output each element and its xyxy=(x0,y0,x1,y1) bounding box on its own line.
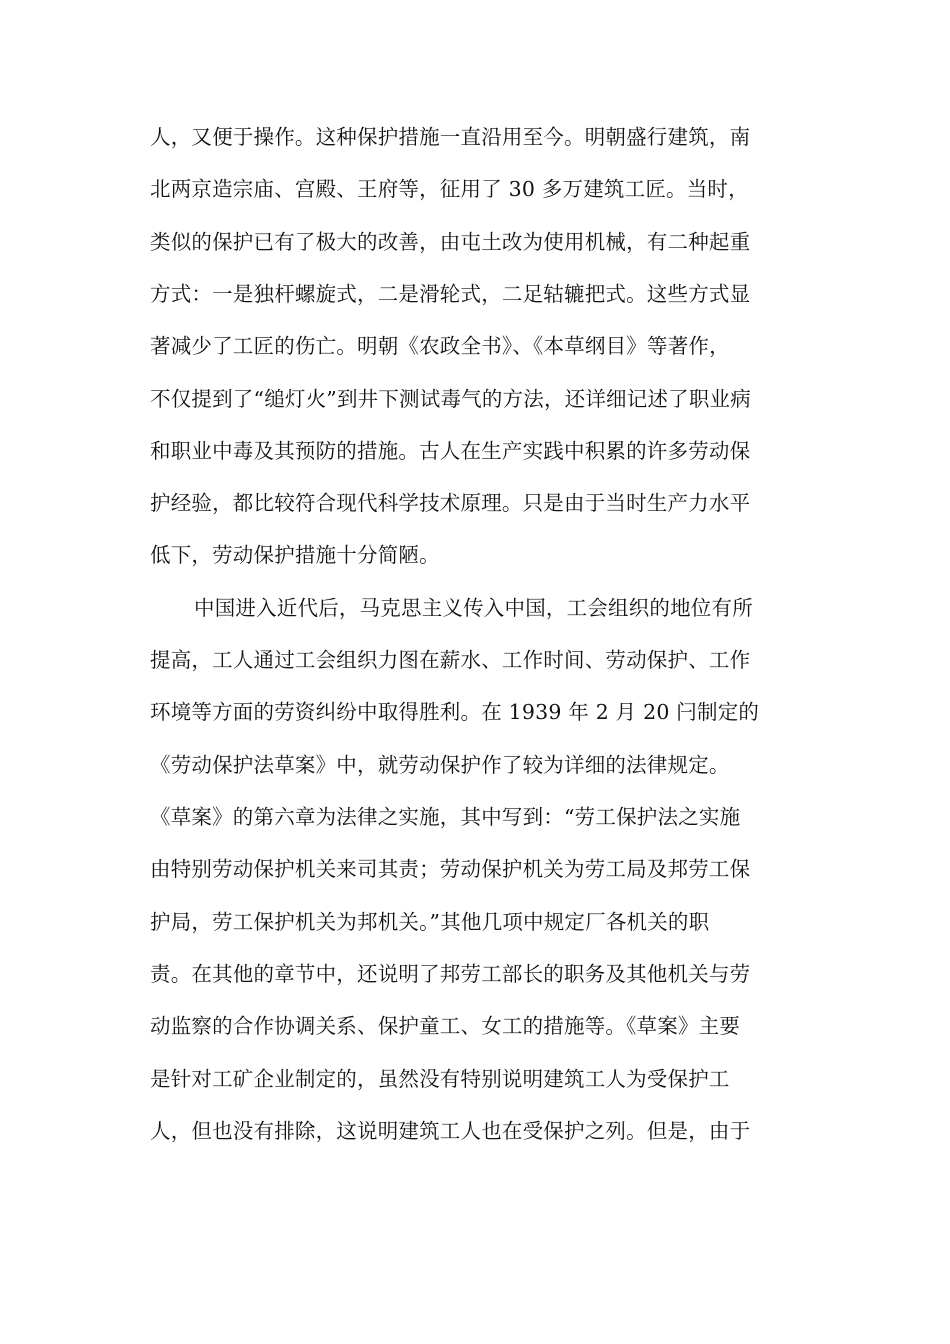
paragraph-first-line: 中国进入近代后，马克思主义传入中国，工会组织的地位有所 xyxy=(194,596,753,620)
text-line: 人，又便于操作。这种保护措施一直沿用至今。明朝盛行建筑，南 xyxy=(150,125,751,149)
text-line: 不仅提到了“缒灯火”到井下测试毒气的方法，还详细记述了职业病 xyxy=(150,387,751,411)
text-line: 由特别劳动保护机关来司其责；劳动保护机关为劳工局及邦劳工保 xyxy=(150,857,751,881)
text-line: 动监察的合作协调关系、保护童工、女工的措施等。《草案》主要 xyxy=(150,1014,741,1038)
text-line: 和职业中毒及其预防的措施。古人在生产实践中积累的许多劳动保 xyxy=(150,439,751,463)
text-line: 提高，工人通过工会组织力图在薪水、工作时间、劳动保护、工作 xyxy=(150,648,751,672)
text-line: 人，但也没有排除，这说明建筑工人也在受保护之列。但是，由于 xyxy=(150,1119,751,1143)
text-line: 责。在其他的章节中，还说明了邦劳工部长的职务及其他机关与劳 xyxy=(150,962,751,986)
text-line: 低下，劳动保护措施十分简陋。 xyxy=(150,543,440,567)
text-line: 护经验，都比较符合现代科学技术原理。只是由于当时生产力水平 xyxy=(150,491,751,515)
text-line: 《劳动保护法草案》中，就劳动保护作了较为详细的法律规定。 xyxy=(150,753,730,777)
text-line: 护局，劳工保护机关为邦机关。”其他几项中规定厂各机关的职 xyxy=(150,910,710,934)
text-line: 北两京造宗庙、宫殿、王府等，征用了 30 多万建筑工匠。当时， xyxy=(150,177,749,201)
text-line: 是针对工矿企业制定的，虽然没有特别说明建筑工人为受保护工 xyxy=(150,1067,730,1091)
text-line: 著减少了工匠的伤亡。明朝《农政全书》、《本草纲目》等著作， xyxy=(150,334,730,358)
text-line: 方式：一是独杆螺旋式，二是滑轮式，二足轱辘把式。这些方式显 xyxy=(150,282,751,306)
text-line: 类似的保护已有了极大的改善，由屯土改为使用机械，有二种起重 xyxy=(150,230,751,254)
text-line: 《草案》的第六章为法律之实施，其中写到：“劳工保护法之实施 xyxy=(150,805,741,829)
text-line: 环境等方面的劳资纠纷中取得胜利。在 1939 年 2 月 20 闩制定的 xyxy=(150,700,760,724)
